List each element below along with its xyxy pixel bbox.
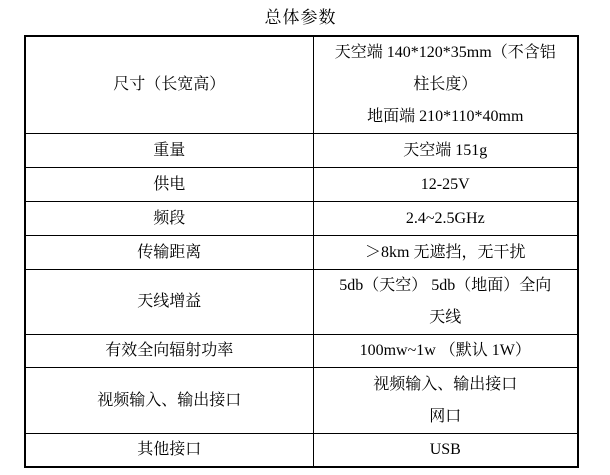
table-row (25, 236, 578, 270)
param-name-cell: 视频输入、输出接口 (25, 368, 313, 434)
param-name-cell: 频段 (25, 202, 313, 236)
value-line: 天空端 151g (403, 141, 488, 159)
value-line: 天线 (429, 309, 462, 326)
param-value-cell (313, 168, 578, 202)
page (24, 0, 577, 468)
table-row (25, 434, 578, 468)
table-row (25, 368, 578, 434)
value-line: 12-25V (420, 175, 470, 193)
param-value-cell (313, 236, 578, 270)
params-table (24, 35, 579, 468)
value-line: 天空端 140*120*35mm（不含铝 (334, 44, 556, 61)
param-value-cell (313, 434, 578, 468)
value-line: 地面端 210*110*40mm (367, 108, 524, 125)
value-line: 网口 (429, 407, 462, 425)
value-line: USB (429, 441, 461, 458)
table-row (25, 335, 578, 368)
table-row (25, 270, 578, 335)
param-value-cell (313, 270, 578, 335)
table-row (25, 202, 578, 236)
param-name-cell: 天线增益 (25, 270, 313, 335)
value-line: 视频输入、输出接口 (373, 375, 518, 393)
param-name-cell: 有效全向辐射功率 (25, 335, 313, 368)
param-name-cell: 重量 (25, 134, 313, 168)
param-value-cell (313, 134, 578, 168)
table-row (25, 168, 578, 202)
param-name-cell: 尺寸（长宽高） (25, 36, 313, 134)
value-line: ＞8km 无遮挡，无干扰 (365, 243, 526, 261)
param-name-cell: 供电 (25, 168, 313, 202)
page-title: 总体参数 (264, 8, 337, 27)
param-value-cell (313, 202, 578, 236)
value-line: 100mw~1w （默认 1W） (359, 342, 531, 359)
param-name-cell: 传输距离 (25, 236, 313, 270)
param-name-cell: 其他接口 (25, 434, 313, 468)
table-row (25, 134, 578, 168)
value-line: 柱长度） (413, 76, 478, 93)
param-value-cell (313, 36, 578, 134)
table-row (25, 36, 578, 134)
param-value-cell (313, 368, 578, 434)
value-line: 2.4~2.5GHz (405, 209, 485, 227)
param-value-cell (313, 335, 578, 368)
value-line: 5db（天空） 5db（地面）全向 (339, 277, 552, 294)
